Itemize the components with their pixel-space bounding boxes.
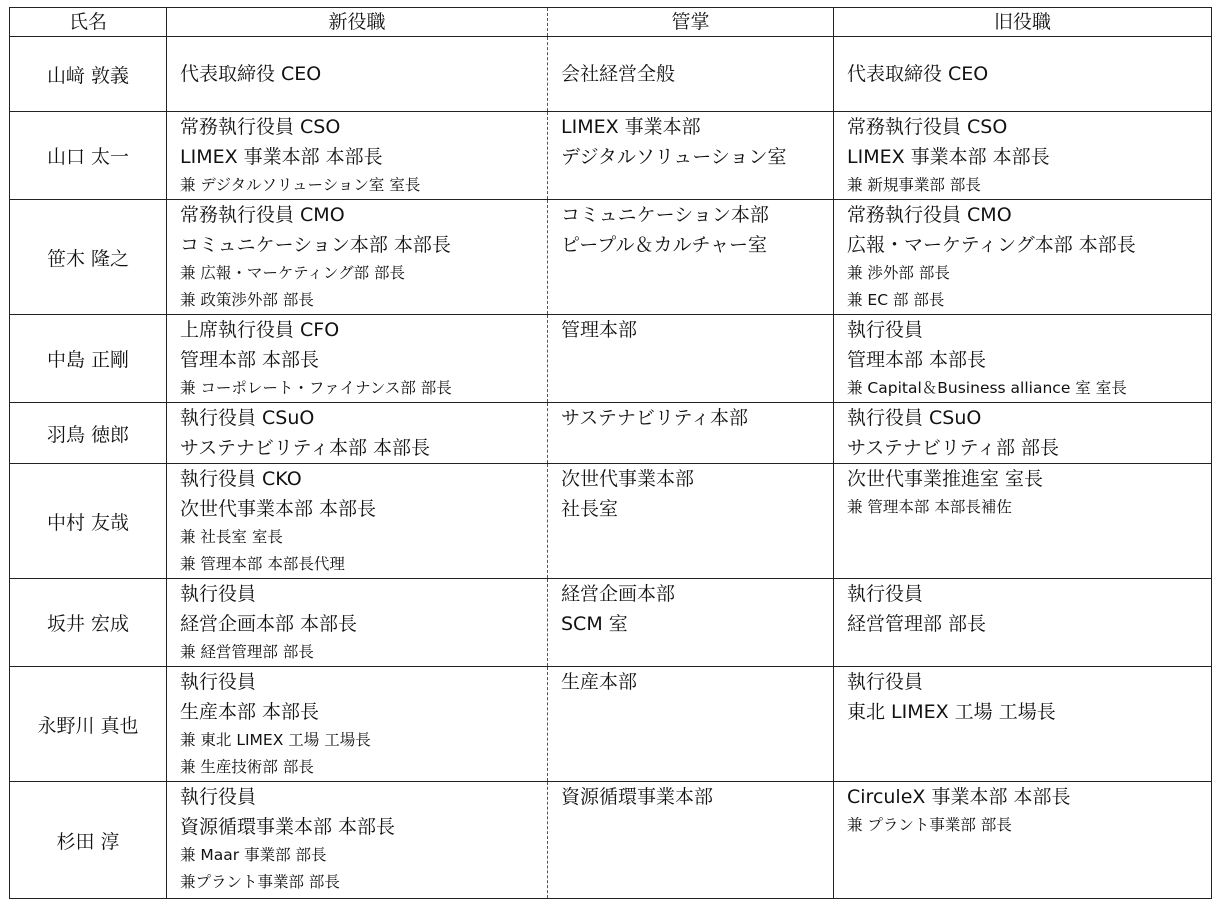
scope-cell-line: 資源循環事業本部 bbox=[561, 786, 714, 808]
scope-cell bbox=[548, 667, 834, 782]
table-body bbox=[10, 37, 1212, 899]
new-role-cell-sub-line: 兼 広報・マーケティング部 部長 bbox=[180, 264, 405, 282]
new-role-cell-line: 執行役員 CKO bbox=[180, 468, 302, 490]
new-role-cell-line: 次世代事業本部 本部長 bbox=[180, 498, 377, 520]
old-role-cell-line: LIMEX 事業本部 本部長 bbox=[847, 146, 1050, 168]
old-role-cell-line: 次世代事業推進室 室長 bbox=[847, 468, 1044, 490]
officer-name: 中村 友哉 bbox=[10, 464, 167, 579]
new-role-cell-line: 代表取締役 CEO bbox=[180, 63, 322, 85]
scope-cell-line: 生産本部 bbox=[561, 671, 638, 693]
new-role-cell-sub-line: 兼プラント事業部 部長 bbox=[180, 873, 340, 891]
officer-name: 笹木 隆之 bbox=[10, 200, 167, 315]
old-role-cell-line: 常務執行役員 CMO bbox=[847, 204, 1012, 226]
old-role-cell-sub-line: 兼 EC 部 部長 bbox=[847, 291, 945, 309]
new-role-cell bbox=[167, 579, 548, 667]
new-role-cell-line: 経営企画本部 本部長 bbox=[180, 613, 358, 635]
old-role-cell-line: 執行役員 bbox=[847, 583, 924, 605]
new-role-cell bbox=[167, 315, 548, 403]
scope-cell bbox=[548, 579, 834, 667]
new-role-cell-sub-line: 兼 デジタルソリューション室 室長 bbox=[180, 176, 421, 194]
new-role-cell-line: 上席執行役員 CFO bbox=[180, 319, 340, 341]
header-scope: 管掌 bbox=[548, 8, 834, 37]
officer-name: 中島 正剛 bbox=[10, 315, 167, 403]
old-role-cell-line: 代表取締役 CEO bbox=[847, 63, 989, 85]
new-role-cell-line: 執行役員 CSuO bbox=[180, 407, 315, 429]
header-new-role: 新役職 bbox=[167, 8, 548, 37]
scope-cell bbox=[548, 403, 834, 464]
old-role-cell-line: 東北 LIMEX 工場 工場長 bbox=[847, 701, 1056, 723]
new-role-cell-line: 資源循環事業本部 本部長 bbox=[180, 816, 396, 838]
scope-cell-line: ピープル＆カルチャー室 bbox=[561, 234, 767, 256]
old-role-cell-line: 常務執行役員 CSO bbox=[847, 116, 1008, 138]
new-role-cell bbox=[167, 403, 548, 464]
old-role-cell-sub-line: 兼 Capital＆Business alliance 室 室長 bbox=[847, 379, 1127, 397]
old-role-cell-line: 執行役員 CSuO bbox=[847, 407, 982, 429]
new-role-cell-line: 執行役員 bbox=[180, 583, 257, 605]
table-row bbox=[10, 579, 1212, 667]
new-role-cell-sub-line: 兼 コーポレート・ファイナンス部 部長 bbox=[180, 379, 452, 397]
new-role-cell-line: サステナビリティ本部 本部長 bbox=[180, 437, 431, 459]
scope-cell bbox=[548, 782, 834, 899]
scope-cell-line: 社長室 bbox=[561, 498, 619, 520]
scope-cell bbox=[548, 464, 834, 579]
scope-cell bbox=[548, 112, 834, 200]
old-role-cell-sub-line: 兼 渉外部 部長 bbox=[847, 264, 950, 282]
scope-cell-line: 管理本部 bbox=[561, 319, 638, 341]
new-role-cell-line: 執行役員 bbox=[180, 671, 257, 693]
new-role-cell-line: LIMEX 事業本部 本部長 bbox=[180, 146, 383, 168]
header-name: 氏名 bbox=[10, 8, 167, 37]
header-row bbox=[10, 8, 1212, 37]
new-role-cell-sub-line: 兼 経営管理部 部長 bbox=[180, 643, 314, 661]
officer-name: 杉田 淳 bbox=[10, 782, 167, 899]
new-role-cell-sub-line: 兼 生産技術部 部長 bbox=[180, 758, 314, 776]
scope-cell-line: コミュニケーション本部 bbox=[561, 204, 769, 226]
new-role-cell-line: 管理本部 本部長 bbox=[180, 349, 320, 371]
table-row bbox=[10, 315, 1212, 403]
table-row bbox=[10, 782, 1212, 899]
old-role-cell-line: 管理本部 本部長 bbox=[847, 349, 987, 371]
scope-cell-line: 経営企画本部 bbox=[561, 583, 676, 605]
scope-cell bbox=[548, 37, 834, 112]
new-role-cell-line: 常務執行役員 CSO bbox=[180, 116, 341, 138]
old-role-cell bbox=[834, 579, 1212, 667]
old-role-cell bbox=[834, 200, 1212, 315]
scope-cell-line: LIMEX 事業本部 bbox=[561, 116, 701, 138]
new-role-cell-line: 常務執行役員 CMO bbox=[180, 204, 345, 226]
scope-cell-line: SCM 室 bbox=[561, 613, 628, 635]
new-role-cell-sub-line: 兼 社長室 室長 bbox=[180, 528, 283, 546]
old-role-cell-line: CirculeX 事業本部 本部長 bbox=[847, 786, 1071, 808]
table-row bbox=[10, 464, 1212, 579]
table-row bbox=[10, 37, 1212, 112]
new-role-cell-line: 生産本部 本部長 bbox=[180, 701, 320, 723]
officer-name: 山口 太一 bbox=[10, 112, 167, 200]
new-role-cell-sub-line: 兼 政策渉外部 部長 bbox=[180, 291, 314, 309]
table-row bbox=[10, 667, 1212, 782]
old-role-cell-sub-line: 兼 プラント事業部 部長 bbox=[847, 816, 1012, 834]
officer-name: 坂井 宏成 bbox=[10, 579, 167, 667]
scope-cell-line: 次世代事業本部 bbox=[561, 468, 695, 490]
officer-table bbox=[9, 7, 1212, 899]
new-role-cell-line: コミュニケーション本部 本部長 bbox=[180, 234, 451, 256]
old-role-cell-line: サステナビリティ部 部長 bbox=[847, 437, 1060, 459]
scope-cell bbox=[548, 315, 834, 403]
table-row bbox=[10, 200, 1212, 315]
old-role-cell bbox=[834, 112, 1212, 200]
new-role-cell-sub-line: 兼 Maar 事業部 部長 bbox=[180, 846, 327, 864]
table-row bbox=[10, 112, 1212, 200]
new-role-cell bbox=[167, 37, 548, 112]
new-role-cell bbox=[167, 782, 548, 899]
scope-cell bbox=[548, 200, 834, 315]
new-role-cell bbox=[167, 667, 548, 782]
old-role-cell-line: 執行役員 bbox=[847, 319, 924, 341]
old-role-cell-line: 執行役員 bbox=[847, 671, 924, 693]
scope-cell-line: デジタルソリューション室 bbox=[561, 146, 787, 168]
old-role-cell-line: 広報・マーケティング本部 本部長 bbox=[847, 234, 1136, 256]
officer-name: 羽鳥 徳郎 bbox=[10, 403, 167, 464]
old-role-cell bbox=[834, 464, 1212, 579]
new-role-cell bbox=[167, 112, 548, 200]
scope-cell-line: 会社経営全般 bbox=[561, 63, 676, 85]
header-old-role: 旧役職 bbox=[834, 8, 1212, 37]
new-role-cell bbox=[167, 464, 548, 579]
old-role-cell bbox=[834, 782, 1212, 899]
old-role-cell bbox=[834, 403, 1212, 464]
old-role-cell-line: 経営管理部 部長 bbox=[847, 613, 987, 635]
old-role-cell bbox=[834, 667, 1212, 782]
officer-name: 永野川 真也 bbox=[10, 667, 167, 782]
table-row bbox=[10, 403, 1212, 464]
old-role-cell-sub-line: 兼 新規事業部 部長 bbox=[847, 176, 981, 194]
new-role-cell-sub-line: 兼 管理本部 本部長代理 bbox=[180, 555, 345, 573]
old-role-cell-sub-line: 兼 管理本部 本部長補佐 bbox=[847, 498, 1012, 516]
old-role-cell bbox=[834, 315, 1212, 403]
scope-cell-line: サステナビリティ本部 bbox=[561, 407, 748, 429]
new-role-cell-sub-line: 兼 東北 LIMEX 工場 工場長 bbox=[180, 731, 371, 749]
new-role-cell-line: 執行役員 bbox=[180, 786, 257, 808]
old-role-cell bbox=[834, 37, 1212, 112]
officer-name: 山﨑 敦義 bbox=[10, 37, 167, 112]
new-role-cell bbox=[167, 200, 548, 315]
